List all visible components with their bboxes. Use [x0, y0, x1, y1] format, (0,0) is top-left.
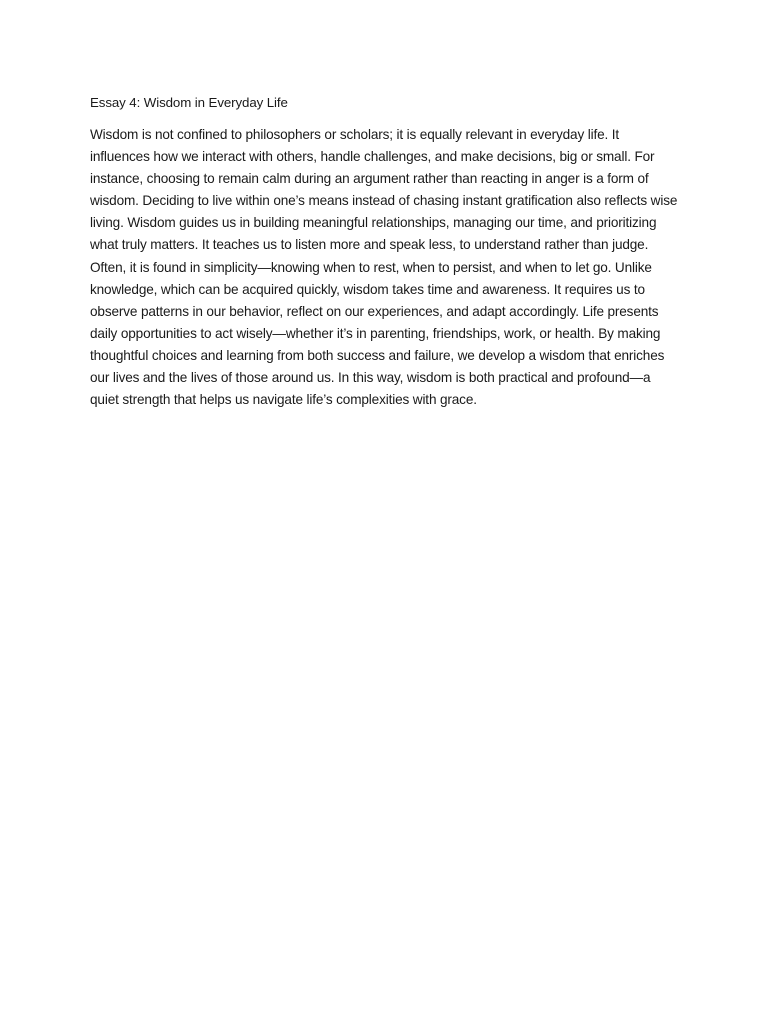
document-content [90, 93, 682, 411]
essay-paragraph: Wisdom is not confined to philosophers or scholars; it is equally relevant in everyday life. It influences how we interact with others, handle challenges, and make decisions, big or small. For instance, choosing to remain calm during an argument rather than reacting in anger is a form of wisdom. Deciding to live within one’s means instead of chasing instant gratification also reflects wise living. Wisdom guides us in building meaningful relationships, managing our time, and prioritizing what truly matters. It teaches us to listen more and speak less, to understand rather than judge. Often, it is found in simplicity—knowing when to rest, when to persist, and when to let go. Unlike knowledge, which can be acquired quickly, wisdom takes time and awareness. It requires us to observe patterns in our behavior, reflect on our experiences, and adapt accordingly. Life presents daily opportunities to act wisely—whether it’s in parenting, friendships, work, or health. By making thoughtful choices and learning from both success and failure, we develop a wisdom that enriches our lives and the lives of those around us. In this way, wisdom is both practical and profound—a quiet strength that helps us navigate life’s complexities with grace. [90, 127, 678, 408]
essay-title: Essay 4: Wisdom in Everyday Life [90, 95, 288, 110]
